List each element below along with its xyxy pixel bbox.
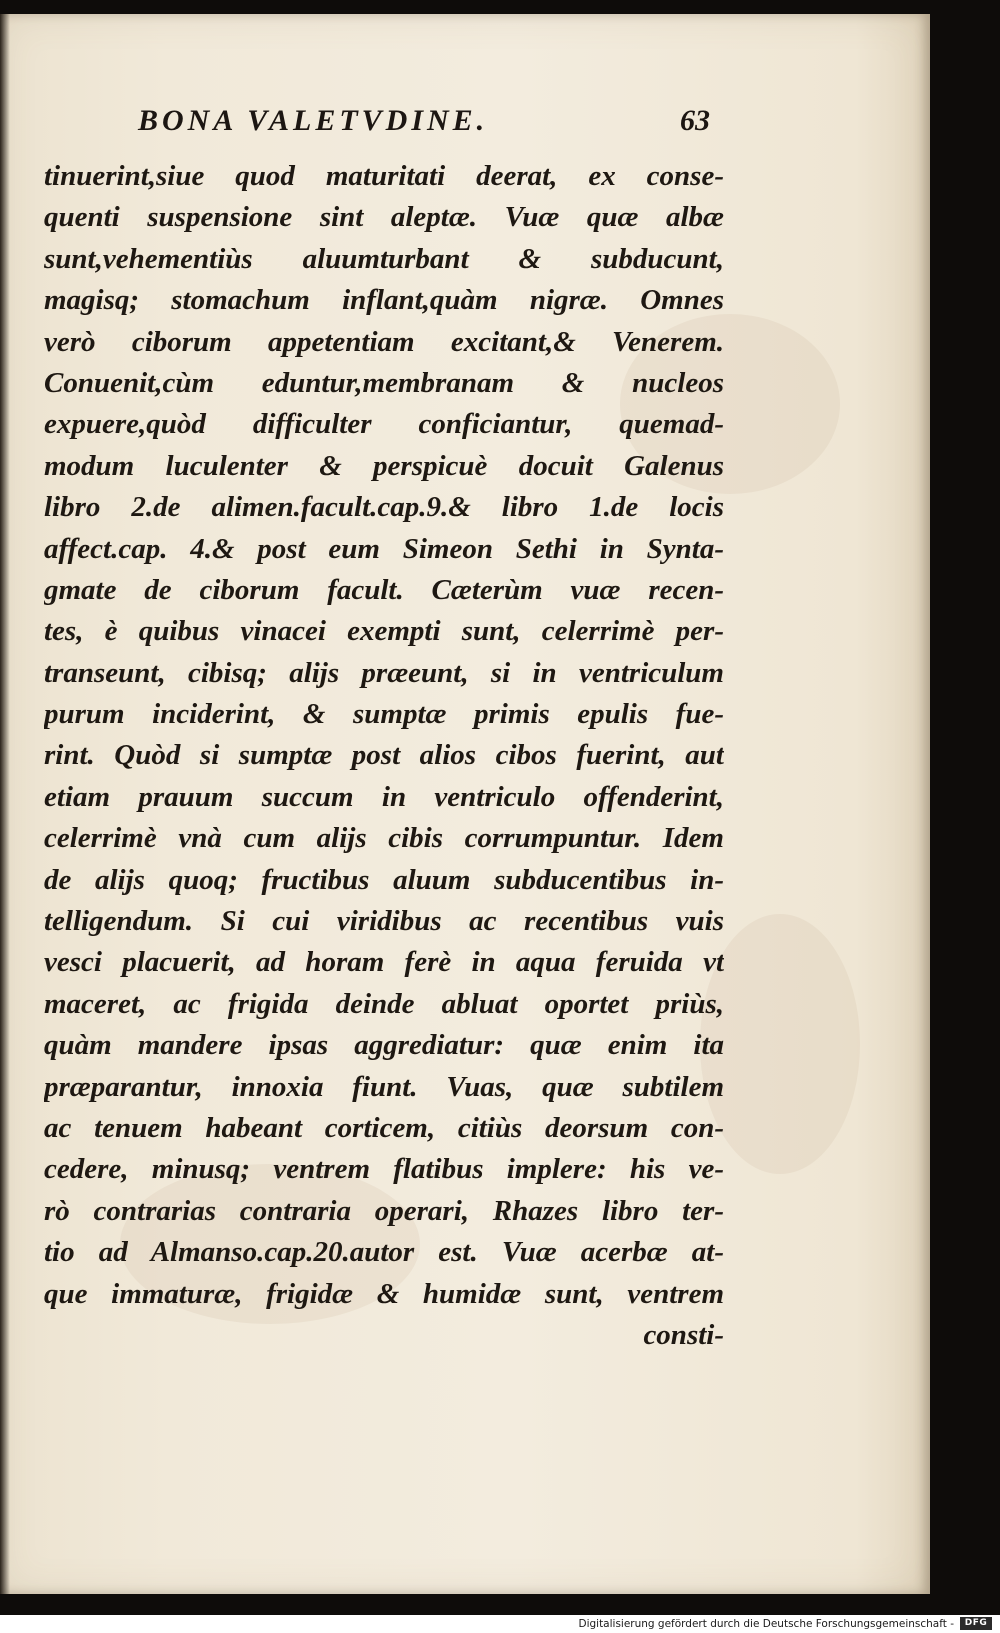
paper-stain: [700, 914, 860, 1174]
body-text: [44, 156, 724, 1356]
text-line: transeunt, cibisq; alijs præeunt, si in ventriculum: [44, 656, 724, 689]
text-line: modum luculenter & perspicuè docuit Galenus: [44, 449, 724, 482]
text-line: tinuerint,siue quod maturitati deerat, ex conse-: [44, 160, 724, 192]
text-line: cedere, minusq; ventrem flatibus implere: his ve-: [44, 1153, 724, 1186]
text-line: expuere,quòd difficulter conficiantur, quemad-: [44, 408, 724, 441]
text-line: rò contrarias contraria operari, Rhazes libro ter-: [44, 1194, 724, 1227]
text-line: gmate de ciborum facult. Cæterùm vuæ recen-: [44, 573, 724, 606]
text-line: tes, è quibus vinacei exempti sunt, celerrimè per-: [44, 615, 724, 648]
digitization-credit: Digitalisierung gefördert durch die Deutsche Forschungsgemeinschaft -: [578, 1618, 954, 1630]
text-line: verò ciborum appetentiam excitant,& Venerem.: [44, 325, 724, 358]
catchword: consti-: [643, 1318, 724, 1351]
text-line: sunt,vehementiùs aluumturbant & subducunt,: [44, 242, 724, 275]
text-line: rint. Quòd si sumptæ post alios cibos fuerint, aut: [44, 739, 724, 772]
running-head: [130, 104, 710, 150]
text-line: præparantur, innoxia fiunt. Vuas, quæ subtilem: [44, 1070, 724, 1103]
text-line: quenti suspensione sint aleptæ. Vuæ quæ albæ: [44, 201, 724, 234]
text-line: purum inciderint, & sumptæ primis epulis fue-: [44, 698, 724, 731]
text-line: Conuenit,cùm eduntur,membranam & nucleos: [44, 366, 724, 399]
text-line: celerrimè vnà cum alijs cibis corrumpuntur. Idem: [44, 822, 724, 855]
text-line: telligendum. Si cui viridibus ac recentibus vuis: [44, 905, 724, 938]
text-line: que immaturæ, frigidæ & humidæ sunt, ventrem: [44, 1277, 724, 1310]
text-line: tio ad Almanso.cap.20.autor est. Vuæ acerbæ at-: [44, 1236, 724, 1269]
text-line: etiam prauum succum in ventriculo offenderint,: [44, 780, 724, 813]
text-line: vesci placuerit, ad horam ferè in aqua feruida vt: [44, 946, 724, 979]
text-line: de alijs quoq; fructibus aluum subducentibus in-: [44, 863, 724, 896]
text-line: ac tenuem habeant corticem, citiùs deorsum con-: [44, 1111, 724, 1144]
page-number: 63: [680, 104, 710, 137]
text-line: magisq; stomachum inflant,quàm nigræ. Omnes: [44, 284, 724, 317]
dfg-logo: DFG: [960, 1617, 992, 1630]
text-line: maceret, ac frigida deinde abluat oportet priùs,: [44, 987, 724, 1020]
text-line: affect.cap. 4.& post eum Simeon Sethi in Synta-: [44, 532, 724, 565]
text-line: libro 2.de alimen.facult.cap.9.& libro 1.de locis: [44, 491, 724, 524]
running-title: BONA VALETVDINE.: [138, 104, 489, 137]
text-line: quàm mandere ipsas aggrediatur: quæ enim ita: [44, 1029, 724, 1062]
